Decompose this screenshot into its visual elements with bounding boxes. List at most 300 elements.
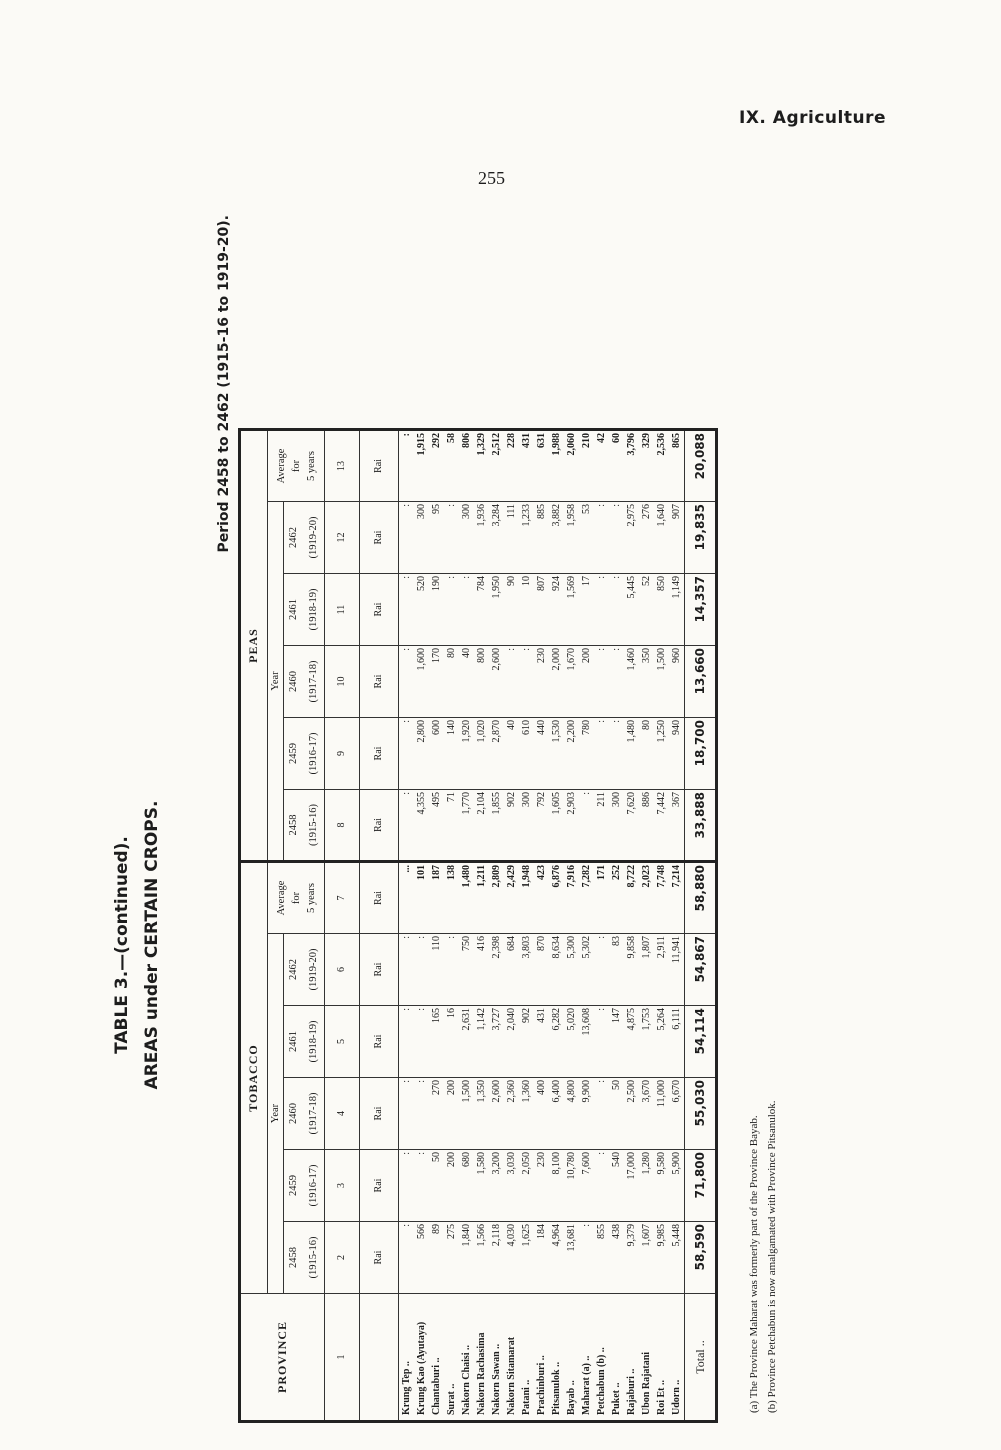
- column-number-4: 4: [325, 1078, 360, 1150]
- peas-value: 170: [429, 646, 444, 718]
- tobacco-value: 1,948: [519, 862, 534, 934]
- table-row: [444, 430, 459, 1422]
- peas-value: 907: [669, 502, 685, 574]
- tobacco-value: :: [399, 934, 415, 1006]
- table-row: [414, 430, 429, 1422]
- province-name: Pitsanulok ..: [549, 1294, 564, 1422]
- tobacco-year-2458: 2458 (1915-16): [284, 1222, 325, 1294]
- tobacco-value: 5,020: [564, 1006, 579, 1078]
- unit-label: Rai: [360, 502, 399, 574]
- peas-value: 1,460: [624, 646, 639, 718]
- tobacco-value: 270: [429, 1078, 444, 1150]
- tobacco-value: 101: [414, 862, 429, 934]
- peas-value: :: [399, 646, 415, 718]
- peas-value: 1,233: [519, 502, 534, 574]
- peas-value: 2,104: [474, 790, 489, 862]
- peas-value: 300: [414, 502, 429, 574]
- province-name: Nakorn Rachasima: [474, 1294, 489, 1422]
- peas-value: 200: [579, 646, 594, 718]
- tobacco-value: 89: [429, 1222, 444, 1294]
- tobacco-value: 870: [534, 934, 549, 1006]
- peas-value: 1,500: [654, 646, 669, 718]
- tobacco-value: 6,400: [549, 1078, 564, 1150]
- tobacco-value: 4,875: [624, 1006, 639, 1078]
- peas-value: :: [609, 574, 624, 646]
- tobacco-value: 566: [414, 1222, 429, 1294]
- peas-value: :: [594, 646, 609, 718]
- tobacco-total: 54,867: [685, 934, 717, 1006]
- tobacco-value: 7,916: [564, 862, 579, 934]
- column-number-5: 5: [325, 1006, 360, 1078]
- province-name: Nakorn Chaisi ..: [459, 1294, 474, 1422]
- tobacco-value: 2,040: [504, 1006, 519, 1078]
- tobacco-value: 184: [534, 1222, 549, 1294]
- peas-value: 886: [639, 790, 654, 862]
- tobacco-value: :: [414, 1150, 429, 1222]
- peas-total: 14,357: [685, 574, 717, 646]
- peas-year-2460: 2460 (1917-18): [284, 646, 325, 718]
- tobacco-value: 1,807: [639, 934, 654, 1006]
- peas-value: :: [444, 574, 459, 646]
- province-name: Petchabun (b) ..: [594, 1294, 609, 1422]
- tobacco-value: 275: [444, 1222, 459, 1294]
- peas-value: 440: [534, 718, 549, 790]
- province-name: Maharat (a) ..: [579, 1294, 594, 1422]
- tobacco-total: 55,030: [685, 1078, 717, 1150]
- tobacco-value: 750: [459, 934, 474, 1006]
- peas-value: :: [459, 574, 474, 646]
- peas-value: 71: [444, 790, 459, 862]
- tobacco-value: 252: [609, 862, 624, 934]
- tobacco-value: 187: [429, 862, 444, 934]
- table-row: [489, 430, 504, 1422]
- unit-label: Rai: [360, 1078, 399, 1150]
- peas-value: 1,605: [549, 790, 564, 862]
- footnote-a: (a) The Province Maharat was formerly part of the Province Bayab.: [748, 1115, 760, 1413]
- tobacco-value: 7,748: [654, 862, 669, 934]
- peas-value: :: [594, 574, 609, 646]
- tobacco-value: 7,282: [579, 862, 594, 934]
- column-number-12: 12: [325, 502, 360, 574]
- tobacco-value: 1,566: [474, 1222, 489, 1294]
- peas-value: 2,060: [566, 433, 577, 456]
- peas-value: 40: [504, 718, 519, 790]
- peas-value: 1,988: [551, 433, 562, 456]
- peas-value: 3,284: [489, 502, 504, 574]
- total-label: Total ..: [685, 1294, 717, 1422]
- tobacco-value: 1,840: [459, 1222, 474, 1294]
- table-title: TABLE 3.—(continued).: [112, 836, 132, 1054]
- tobacco-value: 5,448: [669, 1222, 685, 1294]
- tobacco-value: 9,900: [579, 1078, 594, 1150]
- peas-year-header: Year: [268, 502, 284, 862]
- table-row: [549, 430, 564, 1422]
- tobacco-value: 2,023: [639, 862, 654, 934]
- column-number-13: 13: [325, 430, 360, 502]
- peas-value: 3,882: [549, 502, 564, 574]
- peas-value: 1,149: [669, 574, 685, 646]
- peas-value: 111: [504, 502, 519, 574]
- tobacco-value: 7,214: [669, 862, 685, 934]
- tobacco-value: 4,800: [564, 1078, 579, 1150]
- peas-value: :: [399, 574, 415, 646]
- tobacco-value: 8,634: [549, 934, 564, 1006]
- tobacco-value: 684: [504, 934, 519, 1006]
- tobacco-value: 1,350: [474, 1078, 489, 1150]
- tobacco-value: 230: [534, 1150, 549, 1222]
- tobacco-value: :: [594, 1006, 609, 1078]
- tobacco-value: 8,100: [549, 1150, 564, 1222]
- unit-label: Rai: [360, 1006, 399, 1078]
- peas-value: :: [609, 646, 624, 718]
- peas-value: 865: [671, 433, 682, 448]
- table-row: [459, 430, 474, 1422]
- peas-value: :: [609, 718, 624, 790]
- province-name: Roi Et ..: [654, 1294, 669, 1422]
- table-row: [579, 430, 594, 1422]
- table-row: [429, 430, 444, 1422]
- peas-value: 2,536: [656, 433, 667, 456]
- table-row: [594, 430, 609, 1422]
- peas-value: 40: [459, 646, 474, 718]
- tobacco-value: 5,900: [669, 1150, 685, 1222]
- tobacco-total: 54,114: [685, 1006, 717, 1078]
- unit-label: Rai: [360, 1150, 399, 1222]
- tobacco-value: 2,398: [489, 934, 504, 1006]
- tobacco-value: 1,580: [474, 1150, 489, 1222]
- peas-value: 1,920: [459, 718, 474, 790]
- province-name: Surat ..: [444, 1294, 459, 1422]
- table-row: [474, 430, 489, 1422]
- unit-label: Rai: [360, 646, 399, 718]
- column-number-3: 3: [325, 1150, 360, 1222]
- table-row: [564, 430, 579, 1422]
- province-name: Patani ..: [519, 1294, 534, 1422]
- tobacco-value: 6,876: [549, 862, 564, 934]
- peas-value: 2,200: [564, 718, 579, 790]
- tobacco-value: 2,631: [459, 1006, 474, 1078]
- province-name: Nakorn Sitamarat: [504, 1294, 519, 1422]
- peas-value: :: [609, 502, 624, 574]
- peas-value: 1,569: [564, 574, 579, 646]
- peas-value: 5,445: [624, 574, 639, 646]
- peas-value: 228: [506, 433, 517, 448]
- tobacco-value: 1,500: [459, 1078, 474, 1150]
- peas-value: 1,250: [654, 718, 669, 790]
- tobacco-value: 3,200: [489, 1150, 504, 1222]
- peas-value: 2,000: [549, 646, 564, 718]
- tobacco-value: 11,941: [669, 934, 685, 1006]
- table-subtitle: AREAS under CERTAIN CROPS.: [142, 800, 162, 1090]
- column-number-10: 10: [325, 646, 360, 718]
- page-number: 255: [478, 168, 505, 188]
- tobacco-value: 3,670: [639, 1078, 654, 1150]
- footnote-b: (b) Province Petchabun is now amalgamated with Province Pitsanulok.: [766, 1100, 778, 1413]
- peas-year-2459: 2459 (1916-17): [284, 718, 325, 790]
- tobacco-value: 138: [444, 862, 459, 934]
- tobacco-value: :: [399, 1078, 415, 1150]
- peas-value: 7,442: [654, 790, 669, 862]
- unit-label: Rai: [360, 574, 399, 646]
- peas-value: 90: [504, 574, 519, 646]
- peas-value: 10: [519, 574, 534, 646]
- peas-value: 940: [669, 718, 685, 790]
- peas-value: 784: [474, 574, 489, 646]
- tobacco-value: 5,302: [579, 934, 594, 1006]
- tobacco-average-header: Average for 5 years: [268, 862, 325, 934]
- tobacco-value: 16: [444, 1006, 459, 1078]
- tobacco-value: 9,379: [624, 1222, 639, 1294]
- column-number-2: 2: [325, 1222, 360, 1294]
- province-name: Krung Tep ..: [399, 1294, 415, 1422]
- rotated-table-page: [112, 205, 840, 1435]
- peas-value: :: [594, 718, 609, 790]
- tobacco-value: 200: [444, 1078, 459, 1150]
- tobacco-value: :: [444, 934, 459, 1006]
- peas-year-2462: 2462 (1919-20): [284, 502, 325, 574]
- peas-value: 350: [639, 646, 654, 718]
- tobacco-value: 1,480: [459, 862, 474, 934]
- peas-value: 300: [519, 790, 534, 862]
- peas-value: 902: [504, 790, 519, 862]
- tobacco-value: 1,280: [639, 1150, 654, 1222]
- tobacco-value: 2,429: [504, 862, 519, 934]
- peas-value: 1,855: [489, 790, 504, 862]
- peas-value: 431: [521, 433, 532, 448]
- tobacco-value: 9,985: [654, 1222, 669, 1294]
- tobacco-value: 8,722: [624, 862, 639, 934]
- tobacco-value: :: [399, 1006, 415, 1078]
- table-row: [519, 430, 534, 1422]
- peas-header: PEAS: [240, 430, 268, 862]
- peas-value: 1,770: [459, 790, 474, 862]
- peas-value: 1,640: [654, 502, 669, 574]
- tobacco-value: 2,911: [654, 934, 669, 1006]
- tobacco-value: :: [594, 934, 609, 1006]
- table-row: [654, 430, 669, 1422]
- tobacco-value: 5,300: [564, 934, 579, 1006]
- tobacco-value: :: [594, 1078, 609, 1150]
- peas-value: 230: [534, 646, 549, 718]
- unit-label: Rai: [360, 1222, 399, 1294]
- total-row: [685, 430, 717, 1422]
- peas-value: 1,958: [564, 502, 579, 574]
- peas-value: 190: [429, 574, 444, 646]
- peas-value: :: [401, 433, 412, 437]
- tobacco-value: 165: [429, 1006, 444, 1078]
- peas-value: 300: [609, 790, 624, 862]
- tobacco-value: 7,600: [579, 1150, 594, 1222]
- tobacco-value: 438: [609, 1222, 624, 1294]
- peas-value: 2,800: [414, 718, 429, 790]
- tobacco-value: :: [594, 1150, 609, 1222]
- tobacco-value: 200: [444, 1150, 459, 1222]
- peas-value: 210: [581, 433, 592, 448]
- tobacco-value: 17,000: [624, 1150, 639, 1222]
- peas-value: 367: [669, 790, 685, 862]
- province-name: Ubon Rajatani: [639, 1294, 654, 1422]
- unit-label: Rai: [360, 718, 399, 790]
- peas-value: 58: [446, 433, 457, 443]
- tobacco-value: 680: [459, 1150, 474, 1222]
- peas-value: 520: [414, 574, 429, 646]
- peas-value: 60: [611, 433, 622, 443]
- peas-value: :: [519, 646, 534, 718]
- tobacco-value: 2,360: [504, 1078, 519, 1150]
- peas-value: 1,950: [489, 574, 504, 646]
- tobacco-value: 540: [609, 1150, 624, 1222]
- tobacco-value: 13,608: [579, 1006, 594, 1078]
- table-row: [639, 430, 654, 1422]
- unit-blank: [360, 1294, 399, 1422]
- tobacco-year-header: Year: [268, 934, 284, 1294]
- peas-value: 292: [431, 433, 442, 448]
- peas-value: 53: [579, 502, 594, 574]
- province-name: Nakorn Sawan ..: [489, 1294, 504, 1422]
- peas-value: 211: [594, 790, 609, 862]
- peas-average-header: Average for 5 years: [268, 430, 325, 502]
- tobacco-value: :: [414, 1006, 429, 1078]
- section-header: IX. Agriculture: [739, 108, 886, 128]
- peas-value: 1,530: [549, 718, 564, 790]
- column-number-9: 9: [325, 718, 360, 790]
- tobacco-value: 4,964: [549, 1222, 564, 1294]
- tobacco-value: 3,727: [489, 1006, 504, 1078]
- tobacco-value: 423: [534, 862, 549, 934]
- tobacco-value: 5,264: [654, 1006, 669, 1078]
- peas-value: 7,620: [624, 790, 639, 862]
- column-number-6: 6: [325, 934, 360, 1006]
- tobacco-value: 1,211: [474, 862, 489, 934]
- peas-value: 792: [534, 790, 549, 862]
- peas-value: :: [504, 646, 519, 718]
- tobacco-value: 1,753: [639, 1006, 654, 1078]
- tobacco-value: :: [579, 1222, 594, 1294]
- tobacco-value: 855: [594, 1222, 609, 1294]
- province-name: Puket ..: [609, 1294, 624, 1422]
- tobacco-value: 10,780: [564, 1150, 579, 1222]
- tobacco-value: 2,118: [489, 1222, 504, 1294]
- tobacco-total: 58,590: [685, 1222, 717, 1294]
- peas-value: 924: [549, 574, 564, 646]
- tobacco-value: 147: [609, 1006, 624, 1078]
- tobacco-value: 1,142: [474, 1006, 489, 1078]
- peas-value: 17: [579, 574, 594, 646]
- peas-value: :: [399, 718, 415, 790]
- table-row: [399, 430, 415, 1422]
- province-name: Prachinburi ..: [534, 1294, 549, 1422]
- peas-value: 80: [639, 718, 654, 790]
- peas-value: 780: [579, 718, 594, 790]
- unit-label: Rai: [360, 862, 399, 934]
- peas-value: 300: [459, 502, 474, 574]
- table-row: [609, 430, 624, 1422]
- table-row: [624, 430, 639, 1422]
- peas-value: 885: [534, 502, 549, 574]
- tobacco-value: 4,030: [504, 1222, 519, 1294]
- tobacco-year-2459: 2459 (1916-17): [284, 1150, 325, 1222]
- peas-value: :: [594, 502, 609, 574]
- tobacco-value: 110: [429, 934, 444, 1006]
- province-name: Udorn ..: [669, 1294, 685, 1422]
- peas-value: 4,355: [414, 790, 429, 862]
- province-name: Krung Kao (Ayutaya): [414, 1294, 429, 1422]
- peas-year-2458: 2458 (1915-16): [284, 790, 325, 862]
- peas-value: 80: [444, 646, 459, 718]
- peas-value: 2,903: [564, 790, 579, 862]
- peas-value: 1,329: [476, 433, 487, 456]
- peas-value: 52: [639, 574, 654, 646]
- tobacco-year-2460: 2460 (1917-18): [284, 1078, 325, 1150]
- tobacco-value: 9,580: [654, 1150, 669, 1222]
- province-name: Rajaburi ..: [624, 1294, 639, 1422]
- province-header: PROVINCE: [240, 1294, 325, 1422]
- tobacco-value: :: [399, 1222, 415, 1294]
- tobacco-total: 71,800: [685, 1150, 717, 1222]
- column-number-1: 1: [325, 1294, 360, 1422]
- peas-value: 95: [429, 502, 444, 574]
- peas-value: :: [444, 502, 459, 574]
- tobacco-value: 11,000: [654, 1078, 669, 1150]
- province-name: Chantaburi ..: [429, 1294, 444, 1422]
- tobacco-value: 431: [534, 1006, 549, 1078]
- tobacco-value: 6,282: [549, 1006, 564, 1078]
- tobacco-year-2461: 2461 (1918-19): [284, 1006, 325, 1078]
- peas-value: 2,870: [489, 718, 504, 790]
- peas-value: 610: [519, 718, 534, 790]
- peas-value: :: [579, 790, 594, 862]
- tobacco-value: :: [414, 1078, 429, 1150]
- tobacco-value: 2,050: [519, 1150, 534, 1222]
- peas-value: 1,020: [474, 718, 489, 790]
- tobacco-value: 1,607: [639, 1222, 654, 1294]
- peas-value: 1,915: [416, 433, 427, 456]
- tobacco-value: :: [414, 934, 429, 1006]
- peas-value: 3,796: [626, 433, 637, 456]
- peas-total: 33,888: [685, 790, 717, 862]
- peas-value: 2,975: [624, 502, 639, 574]
- tobacco-header: TOBACCO: [240, 862, 268, 1294]
- tobacco-value: 171: [594, 862, 609, 934]
- table-row: [534, 430, 549, 1422]
- peas-total: 19,835: [685, 502, 717, 574]
- table-row: [669, 430, 685, 1422]
- crop-areas-table: [238, 428, 718, 1423]
- peas-total: 13,660: [685, 646, 717, 718]
- peas-value: 495: [429, 790, 444, 862]
- tobacco-value: 9,858: [624, 934, 639, 1006]
- peas-total: 20,088: [685, 430, 717, 502]
- unit-label: Rai: [360, 790, 399, 862]
- unit-label: Rai: [360, 430, 399, 502]
- tobacco-value: :: [399, 1150, 415, 1222]
- table-row: [504, 430, 519, 1422]
- peas-value: 2,600: [489, 646, 504, 718]
- province-name: Bayab ..: [564, 1294, 579, 1422]
- period-label: Period 2458 to 2462 (1915-16 to 1919-20).: [216, 215, 232, 553]
- peas-total: 18,700: [685, 718, 717, 790]
- peas-value: 806: [461, 433, 472, 448]
- peas-value: 800: [474, 646, 489, 718]
- peas-value: 276: [639, 502, 654, 574]
- tobacco-value: 3,803: [519, 934, 534, 1006]
- tobacco-value: 1,360: [519, 1078, 534, 1150]
- tobacco-value: 416: [474, 934, 489, 1006]
- peas-value: 1,936: [474, 502, 489, 574]
- column-number-8: 8: [325, 790, 360, 862]
- peas-value: :: [399, 502, 415, 574]
- peas-year-2461: 2461 (1918-19): [284, 574, 325, 646]
